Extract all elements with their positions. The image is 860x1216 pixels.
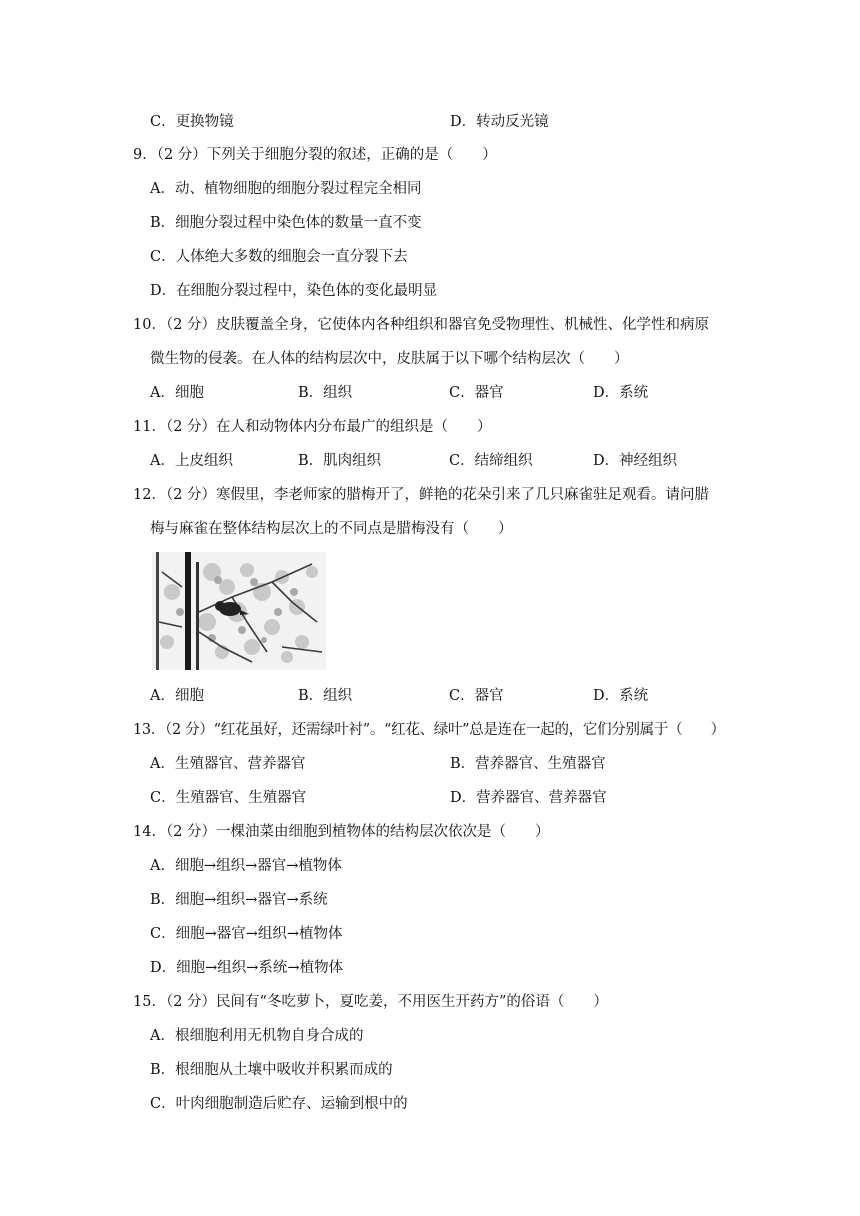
- q12-option-c: C．器官: [449, 688, 504, 704]
- q8-option-c: C．更换物镜: [150, 114, 234, 130]
- q14-option-c: C．细胞→器官→组织→植物体: [150, 926, 343, 942]
- q9-stem: 9．（2 分）下列关于细胞分裂的叙述，正确的是（ ）: [133, 147, 497, 163]
- q10-stem-line1: 10．（2 分）皮肤覆盖全身，它使体内各种组织和器官免受物理性、机械性、化学性和病原: [133, 317, 710, 333]
- q12-stem-line2: 梅与麻雀在整体结构层次上的不同点是腊梅没有（ ）: [150, 521, 513, 537]
- q12-stem-line1: 12．（2 分）寒假里，李老师家的腊梅开了，鲜艳的花朵引来了几只麻雀驻足观看。请问腊: [133, 487, 710, 503]
- q10-option-b: B．组织: [298, 385, 353, 401]
- q10-stem-line2: 微生物的侵袭。在人体的结构层次中，皮肤属于以下哪个结构层次（ ）: [150, 351, 629, 367]
- q14-option-a: A．细胞→组织→器官→植物体: [150, 858, 342, 874]
- q10-option-a: A．细胞: [150, 385, 204, 401]
- q11-stem: 11．（2 分）在人和动物体内分布最广的组织是（ ）: [133, 419, 492, 435]
- q12-option-d: D．系统: [593, 688, 649, 704]
- q13-option-c: C．生殖器官、生殖器官: [150, 790, 307, 806]
- q15-option-a: A．根细胞利用无机物自身合成的: [150, 1028, 364, 1044]
- q9-option-b: B．细胞分裂过程中染色体的数量一直不变: [150, 215, 422, 231]
- q15-option-b: B．根细胞从土壤中吸收并积累而成的: [150, 1062, 393, 1078]
- q13-option-d: D．营养器官、营养器官: [450, 790, 607, 806]
- q12-option-a: A．细胞: [150, 688, 204, 704]
- q11-option-a: A．上皮组织: [150, 453, 233, 469]
- q13-stem: 13．（2 分）“红花虽好，还需绿叶衬”。“红花、绿叶”总是连在一起的，它们分别属于（ ）: [133, 722, 725, 738]
- q9-option-c: C．人体绝大多数的细胞会一直分裂下去: [150, 249, 408, 265]
- q9-option-a: A．动、植物细胞的细胞分裂过程完全相同: [150, 181, 422, 197]
- q12-option-b: B．组织: [298, 688, 353, 704]
- q15-stem: 15．（2 分）民间有“冬吃萝卜，夏吃姜，不用医生开药方”的俗语（ ）: [133, 994, 608, 1010]
- q13-option-b: B．营养器官、生殖器官: [450, 756, 606, 772]
- q14-stem: 14．（2 分）一棵油菜由细胞到植物体的结构层次依次是（ ）: [133, 824, 550, 840]
- q9-option-d: D．在细胞分裂过程中，染色体的变化最明显: [150, 283, 438, 299]
- q15-option-c: C．叶肉细胞制造后贮存、运输到根中的: [150, 1096, 408, 1112]
- q10-option-d: D．系统: [593, 385, 649, 401]
- q11-option-c: C．结缔组织: [449, 453, 533, 469]
- q13-option-a: A．生殖器官、营养器官: [150, 756, 306, 772]
- wintersweet-sparrow-photo: [152, 552, 326, 670]
- q14-option-b: B．细胞→组织→器官→系统: [150, 892, 328, 908]
- q8-option-d: D．转动反光镜: [450, 114, 549, 130]
- q11-option-b: B．肌肉组织: [298, 453, 382, 469]
- q11-option-d: D．神经组织: [593, 453, 678, 469]
- q14-option-d: D．细胞→组织→系统→植物体: [150, 960, 344, 976]
- q10-option-c: C．器官: [449, 385, 504, 401]
